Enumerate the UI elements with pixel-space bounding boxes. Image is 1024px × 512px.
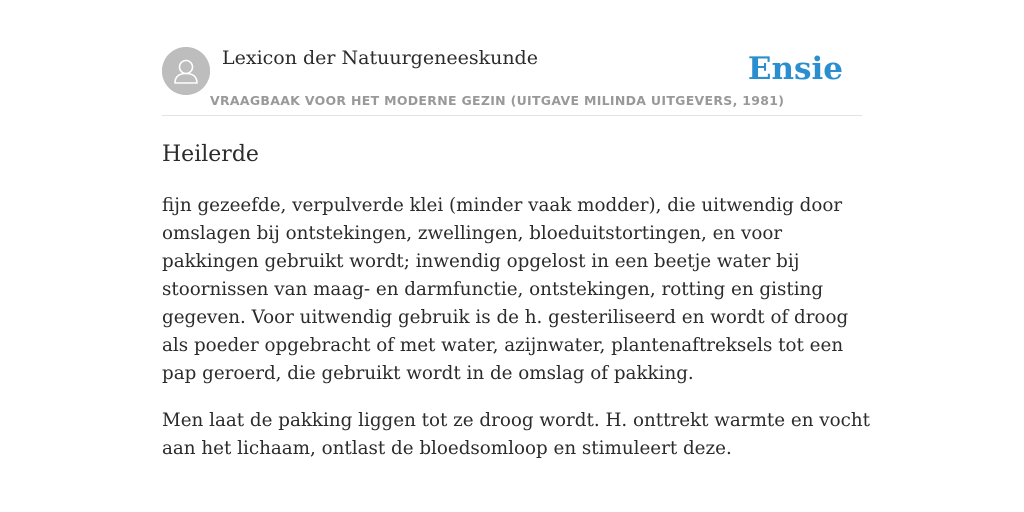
entry-title: Heilerde <box>162 142 259 167</box>
entry-card <box>162 0 870 512</box>
ensie-logo[interactable]: Ensie <box>747 51 843 87</box>
user-avatar-icon[interactable] <box>162 47 210 95</box>
entry-paragraph: fijn gezeefde, verpulverde klei (minder vaak modder), die uitwendig door omslagen bij ontstekingen, zwellingen, bloeduitstortingen, en voor pakkingen gebruikt wordt; inwendig opgelost in een beetje water bij stoornissen van maag- en darmfunctie, ontstekingen, rotting en gisting gegeven. Voor uitwendig gebruik is de h. gesteriliseerd en wordt of droog als poeder opgebracht of met water, azijnwater, plantenaftreksels tot een pap geroerd, die gebruikt wordt in de omslag of pakking. <box>162 195 849 384</box>
source-title[interactable]: Lexicon der Natuurgeneeskunde <box>222 47 538 69</box>
source-subtitle: VRAAGBAAK VOOR HET MODERNE GEZIN (UITGAVE MILINDA UITGEVERS, 1981) <box>210 93 785 108</box>
source-header <box>162 0 862 116</box>
entry-paragraph: Men laat de pakking liggen tot ze droog wordt. H. onttrekt warmte en vocht aan het lichaam, ontlast de bloedsomloop en stimuleert deze. <box>162 410 870 459</box>
